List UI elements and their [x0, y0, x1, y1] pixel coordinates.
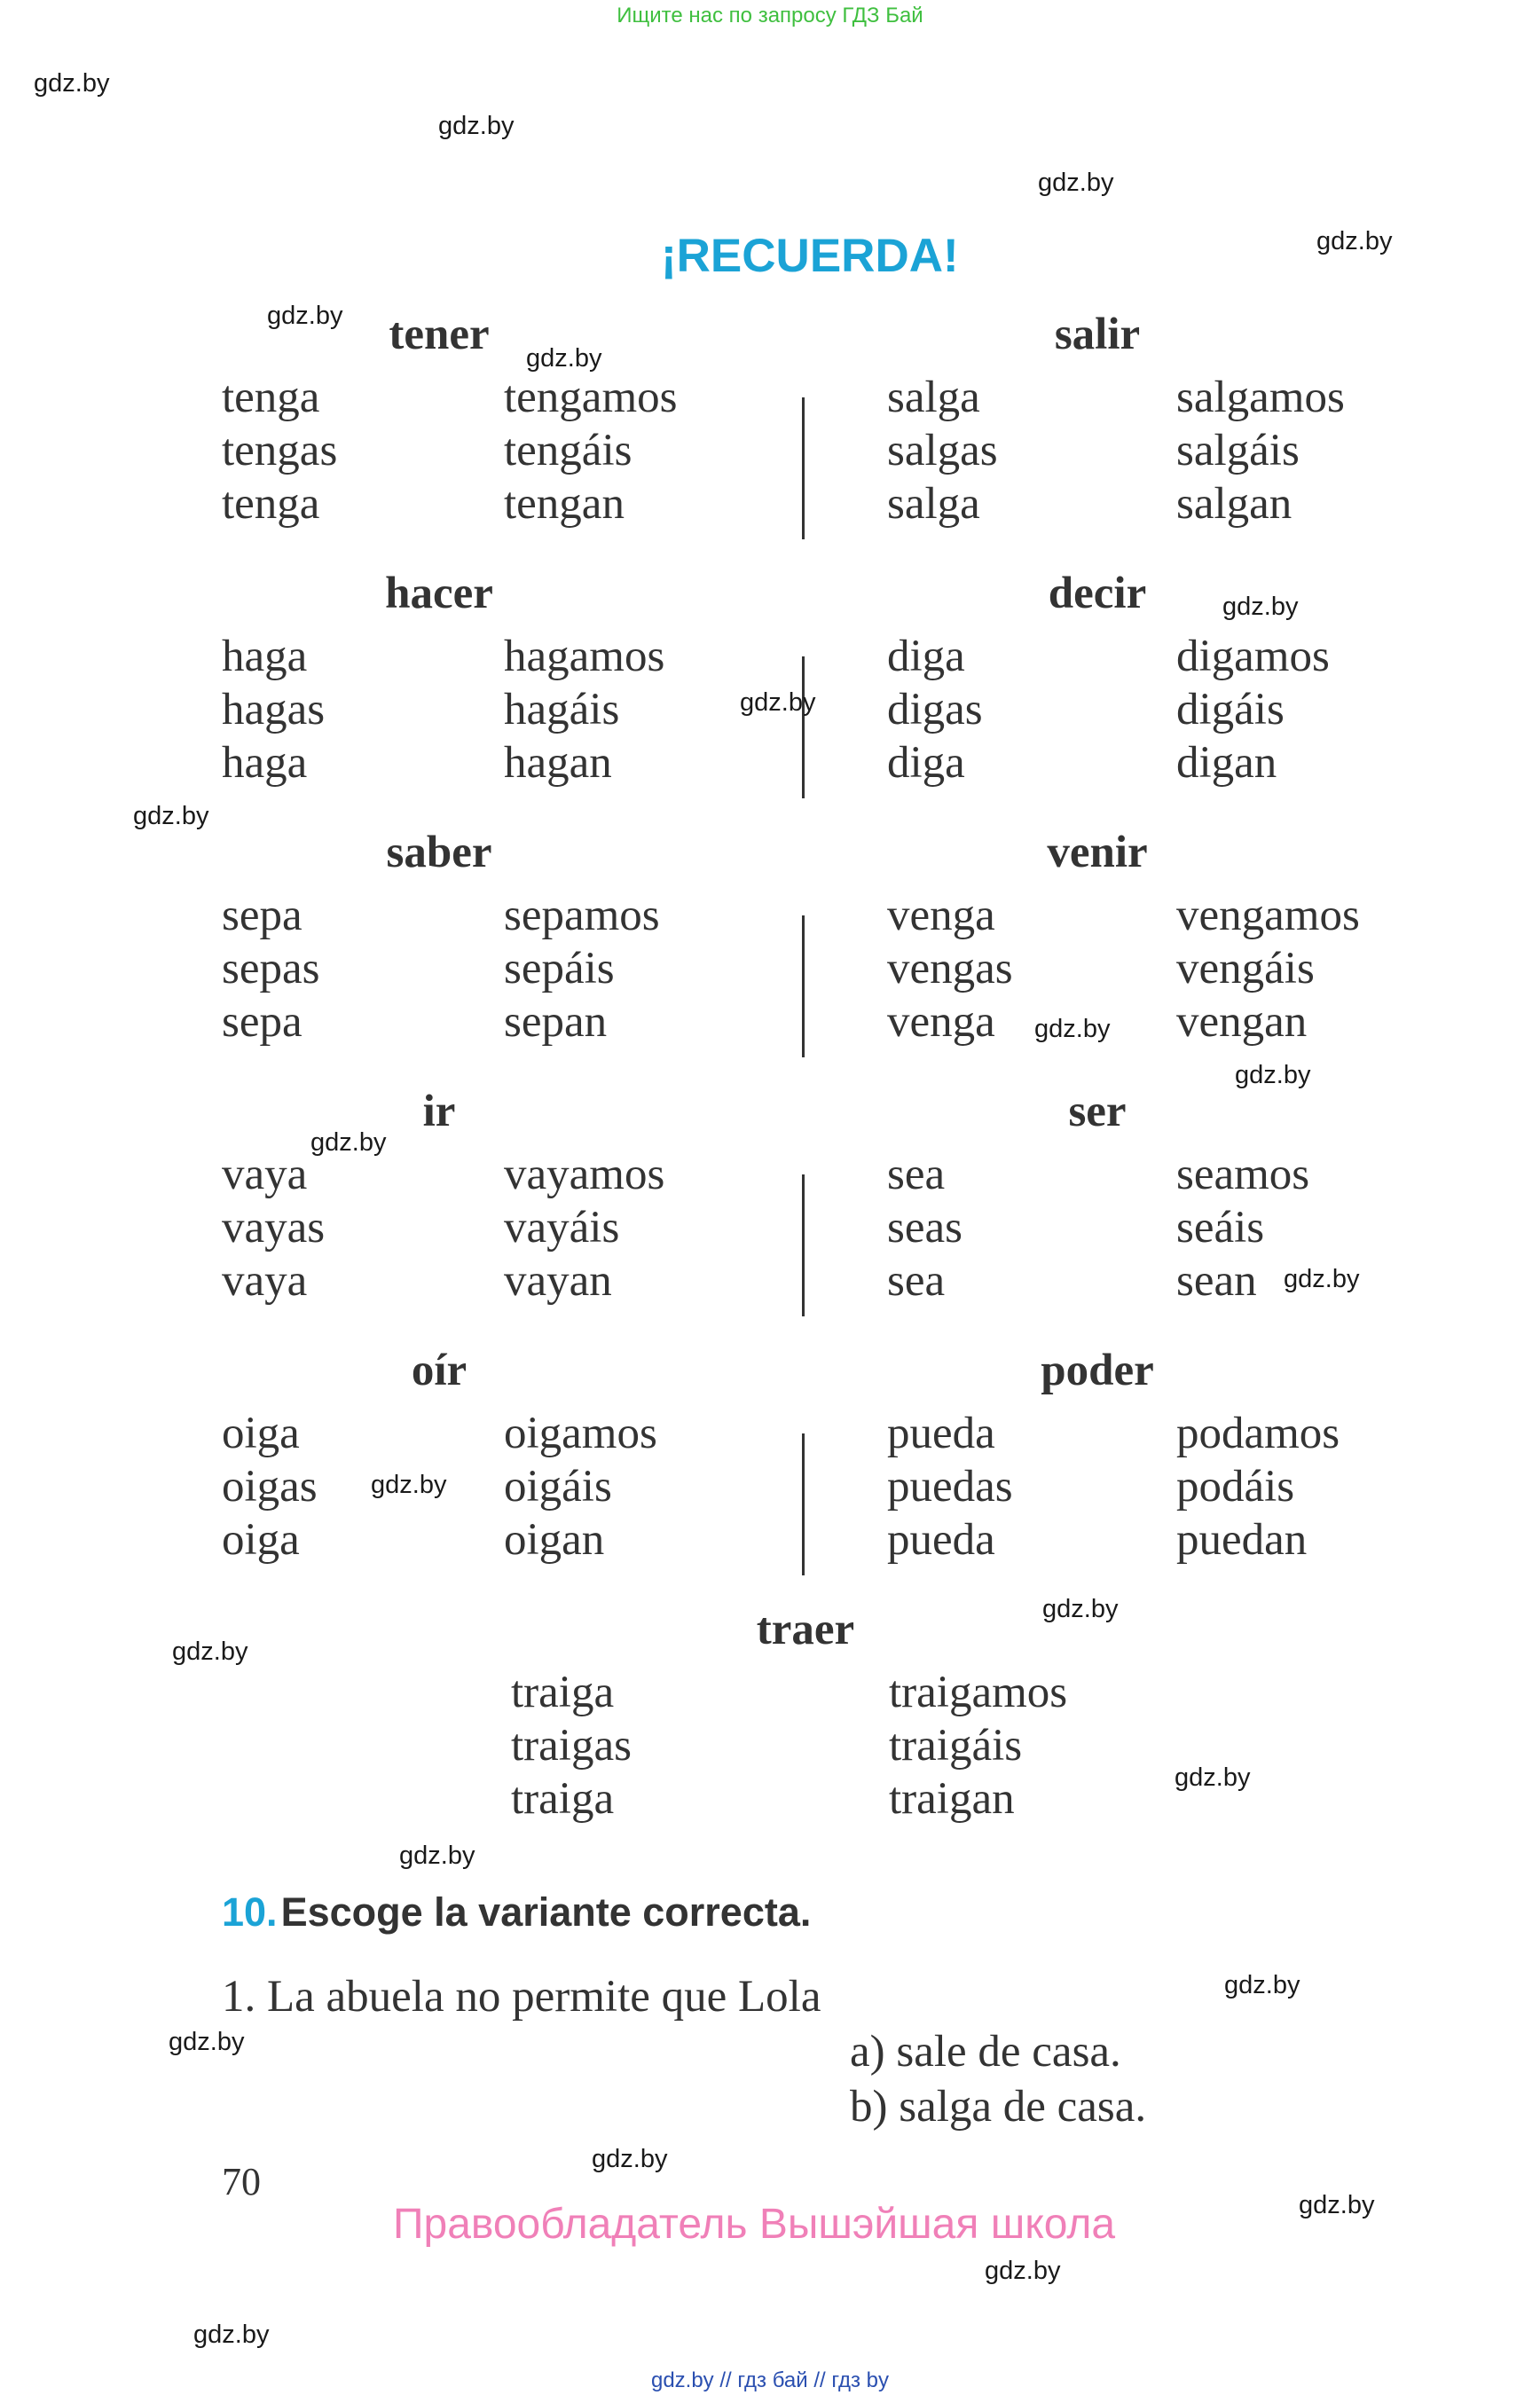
plural-form: podáis	[1176, 1462, 1295, 1512]
plural-form: oigan	[504, 1515, 605, 1565]
exercise-option-b: b) salga de casa.	[850, 2082, 1147, 2132]
table-divider	[802, 1433, 805, 1575]
watermark: gdz.by	[399, 1842, 475, 1870]
exercise-number: 10.	[222, 1889, 278, 1935]
singular-form: oiga	[222, 1515, 300, 1565]
table-divider	[802, 1174, 805, 1316]
plural-form: sepan	[504, 997, 608, 1047]
plural-form: tengáis	[504, 426, 632, 475]
singular-form: venga	[887, 997, 995, 1047]
plural-form: hagáis	[504, 685, 620, 734]
singular-form: salgas	[887, 426, 998, 475]
watermark: gdz.by	[1175, 1763, 1251, 1792]
singular-form: sea	[887, 1150, 946, 1199]
plural-form: tengan	[504, 479, 625, 529]
table-divider	[802, 915, 805, 1057]
plural-form: digamos	[1176, 632, 1330, 681]
singular-form: traiga	[511, 1668, 615, 1717]
verb-title: traer	[756, 1605, 855, 1654]
plural-form: salgan	[1176, 479, 1292, 529]
page-number: 70	[222, 2160, 261, 2203]
page-title: ¡RECUERDA!	[661, 230, 959, 282]
watermark: gdz.by	[310, 1128, 387, 1157]
watermark: gdz.by	[1034, 1015, 1111, 1043]
verb-title: saber	[386, 828, 492, 877]
singular-form: diga	[887, 738, 965, 788]
plural-form: sepáis	[504, 944, 615, 993]
singular-form: digas	[887, 685, 983, 734]
singular-form: oiga	[222, 1409, 300, 1458]
singular-form: diga	[887, 632, 965, 681]
plural-form: vayamos	[504, 1150, 665, 1199]
exercise-option-a: a) sale de casa.	[850, 2027, 1121, 2077]
plural-form: oigáis	[504, 1462, 612, 1512]
singular-form: seas	[887, 1203, 962, 1253]
singular-form: haga	[222, 632, 308, 681]
singular-form: haga	[222, 738, 308, 788]
singular-form: sea	[887, 1256, 946, 1306]
plural-form: digáis	[1176, 685, 1285, 734]
singular-form: traigas	[511, 1721, 632, 1771]
watermark: gdz.by	[34, 69, 110, 98]
table-divider	[802, 397, 805, 539]
singular-form: tengas	[222, 426, 338, 475]
verb-title: ir	[422, 1087, 456, 1136]
verb-title: decir	[1048, 569, 1147, 618]
top-banner: Ищите нас по запросу ГДЗ Бай	[617, 4, 923, 27]
verb-title: oír	[411, 1346, 468, 1395]
verb-title: hacer	[385, 569, 493, 618]
watermark: gdz.by	[526, 344, 602, 373]
watermark: gdz.by	[1284, 1265, 1360, 1293]
watermark: gdz.by	[1316, 227, 1393, 255]
singular-form: salga	[887, 373, 980, 422]
plural-form: vengáis	[1176, 944, 1315, 993]
singular-form: pueda	[887, 1409, 995, 1458]
plural-form: podamos	[1176, 1409, 1340, 1458]
plural-form: seáis	[1176, 1203, 1265, 1253]
plural-form: hagan	[504, 738, 612, 788]
watermark: gdz.by	[1222, 593, 1299, 621]
singular-form: salga	[887, 479, 980, 529]
watermark: gdz.by	[133, 802, 209, 830]
singular-form: sepa	[222, 891, 302, 940]
singular-form: vaya	[222, 1150, 308, 1199]
verb-title: poder	[1041, 1346, 1154, 1395]
exercise-heading	[222, 1889, 811, 1936]
watermark: gdz.by	[1038, 169, 1114, 197]
watermark: gdz.by	[172, 1637, 248, 1666]
watermark: gdz.by	[438, 112, 515, 140]
watermark: gdz.by	[1299, 2191, 1375, 2219]
plural-form: sepamos	[504, 891, 660, 940]
singular-form: oigas	[222, 1462, 318, 1512]
table-divider	[802, 656, 805, 798]
watermark: gdz.by	[193, 2321, 270, 2349]
watermark: gdz.by	[1235, 1061, 1311, 1089]
singular-form: traiga	[511, 1774, 615, 1824]
watermark: gdz.by	[985, 2257, 1061, 2285]
singular-form: venga	[887, 891, 995, 940]
singular-form: vaya	[222, 1256, 308, 1306]
plural-form: vayáis	[504, 1203, 620, 1253]
plural-form: sean	[1176, 1256, 1257, 1306]
singular-form: tenga	[222, 479, 320, 529]
verb-title: tener	[389, 310, 490, 359]
singular-form: sepa	[222, 997, 302, 1047]
plural-form: tengamos	[504, 373, 678, 422]
watermark: gdz.by	[267, 302, 343, 330]
plural-form: puedan	[1176, 1515, 1308, 1565]
watermark: gdz.by	[740, 688, 816, 717]
footer-links[interactable]: gdz.by // гдз бай // гдз by	[650, 2368, 890, 2392]
verb-title: venir	[1047, 828, 1148, 877]
plural-form: hagamos	[504, 632, 665, 681]
plural-form: digan	[1176, 738, 1277, 788]
singular-form: hagas	[222, 685, 326, 734]
watermark: gdz.by	[592, 2145, 668, 2173]
plural-form: traigamos	[889, 1668, 1068, 1717]
verb-title: salir	[1054, 310, 1141, 359]
singular-form: tenga	[222, 373, 320, 422]
singular-form: vengas	[887, 944, 1013, 993]
watermark: gdz.by	[371, 1471, 447, 1499]
plural-form: salgamos	[1176, 373, 1345, 422]
singular-form: vayas	[222, 1203, 326, 1253]
verb-title: ser	[1068, 1087, 1127, 1136]
plural-form: traigan	[889, 1774, 1015, 1824]
watermark: gdz.by	[169, 2028, 245, 2056]
watermark: gdz.by	[1042, 1595, 1119, 1623]
plural-form: vayan	[504, 1256, 612, 1306]
exercise-sentence: 1. La abuela no permite que Lola	[222, 1972, 821, 2022]
singular-form: puedas	[887, 1462, 1013, 1512]
plural-form: oigamos	[504, 1409, 657, 1458]
watermark: gdz.by	[1224, 1971, 1300, 1999]
plural-form: vengamos	[1176, 891, 1360, 940]
singular-form: pueda	[887, 1515, 995, 1565]
plural-form: salgáis	[1176, 426, 1300, 475]
exercise-title: Escoge la variante correcta.	[280, 1889, 812, 1935]
plural-form: traigáis	[889, 1721, 1023, 1771]
plural-form: vengan	[1176, 997, 1308, 1047]
rights-holder: Правообладатель Вышэйшая школа	[393, 2201, 1116, 2248]
singular-form: sepas	[222, 944, 320, 993]
plural-form: seamos	[1176, 1150, 1310, 1199]
